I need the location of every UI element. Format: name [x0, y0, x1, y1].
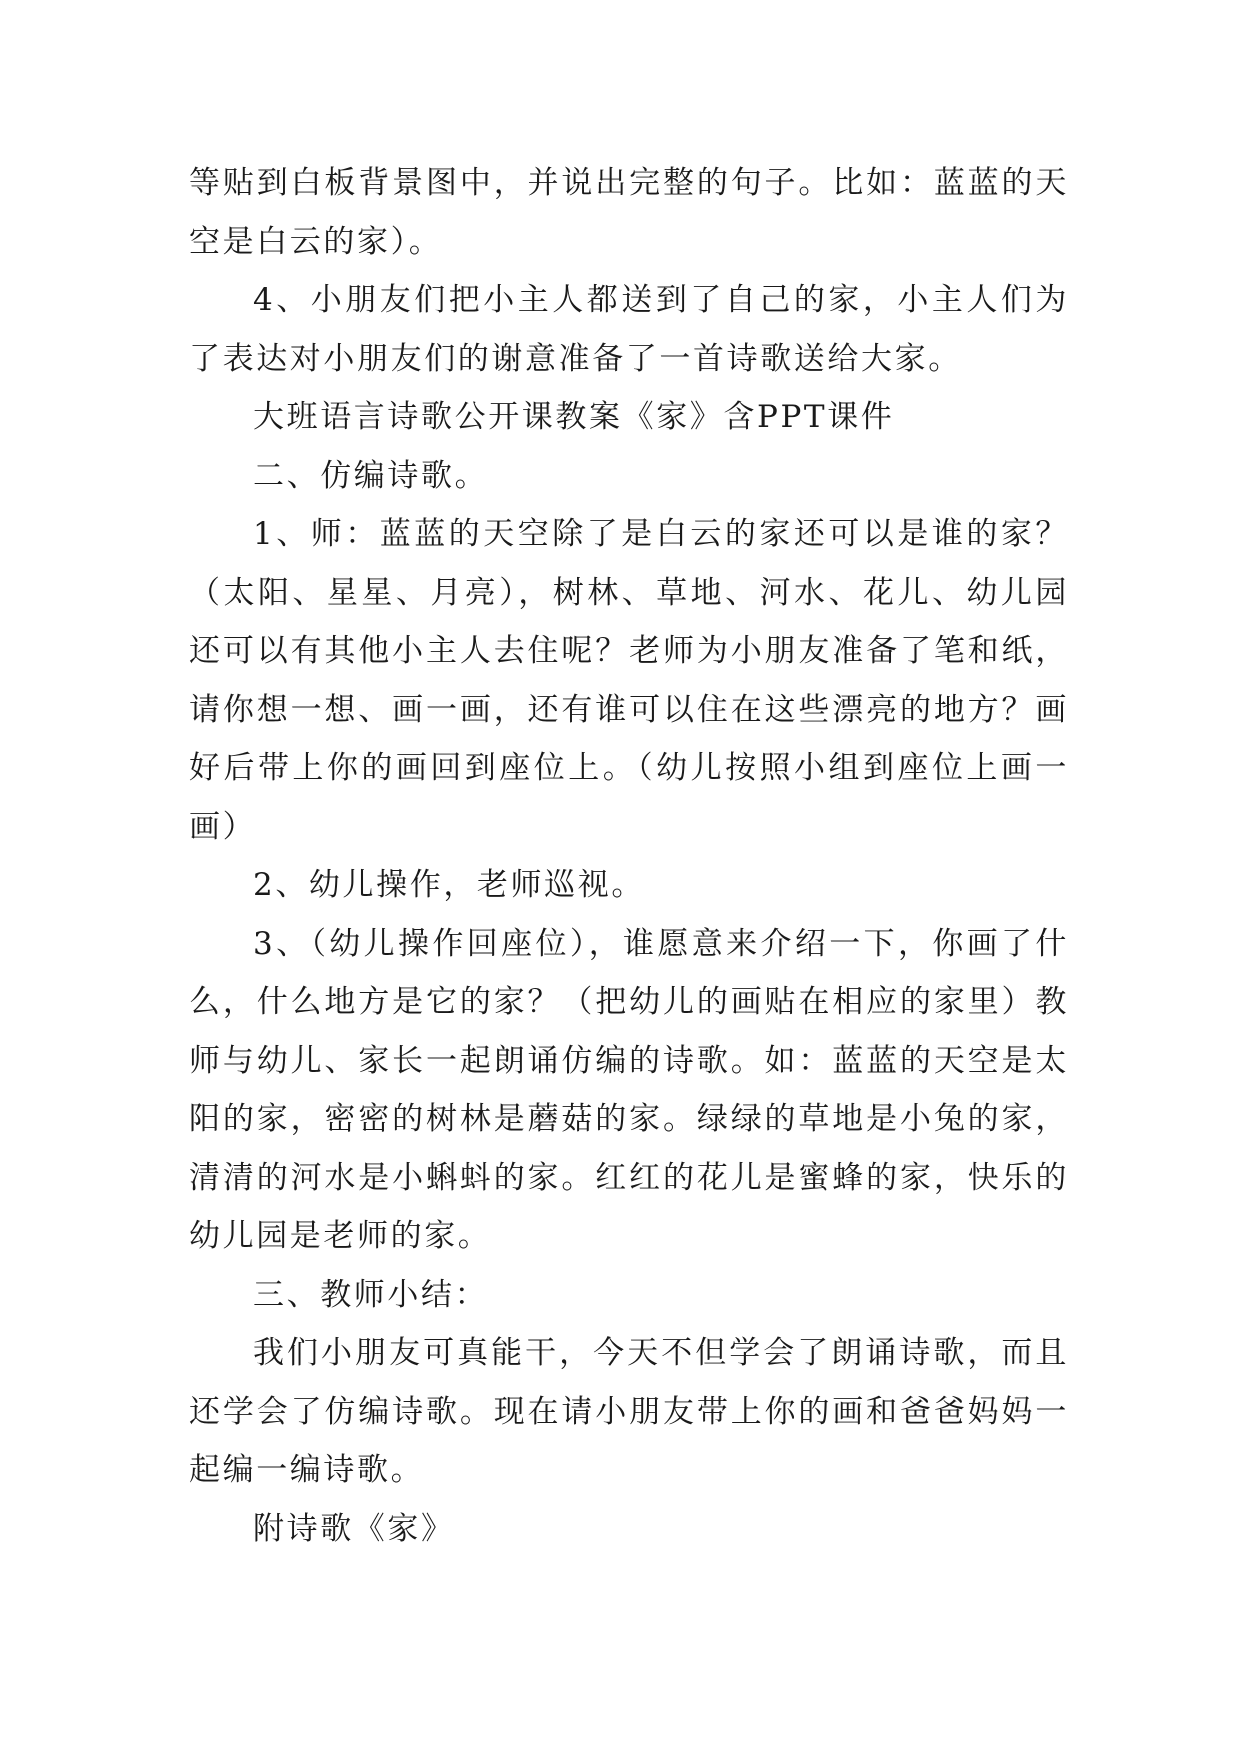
paragraph-step-1: 1、师：蓝蓝的天空除了是白云的家还可以是谁的家？（太阳、星星、月亮），树林、草地、河水、花儿、幼儿园还可以有其他小主人去住呢？老师为小朋友准备了笔和纸，请你想一想、画一画，还有谁可以住在这些漂亮的地方？画好后带上你的画回到座位上。（幼儿按照小组到座位上画一画） — [189, 516, 1069, 845]
paragraph-continuation: 等贴到白板背景图中，并说出完整的句子。比如：蓝蓝的天空是白云的家）。 — [189, 165, 1069, 260]
paragraph-summary: 我们小朋友可真能干，今天不但学会了朗诵诗歌，而且还学会了仿编诗歌。现在请小朋友带上你的画和爸爸妈妈一起编一编诗歌。 — [189, 1335, 1069, 1488]
paragraph-step-3: 3、（幼儿操作回座位），谁愿意来介绍一下，你画了什么，什么地方是它的家？（把幼儿的画贴在相应的家里）教师与幼儿、家长一起朗诵仿编的诗歌。如：蓝蓝的天空是太阳的家，密密的树林是蘑菇的家。绿绿的草地是小兔的家，清清的河水是小蝌蚪的家。红红的花儿是蜜蜂的家，快乐的幼儿园是老师的家。 — [189, 925, 1069, 1254]
document-body — [189, 154, 1069, 1558]
paragraph-step-2: 2、幼儿操作，老师巡视。 — [253, 867, 645, 903]
paragraph-lesson-title: 大班语言诗歌公开课教案《家》含PPT课件 — [253, 399, 895, 435]
paragraph-step-4: 4、小朋友们把小主人都送到了自己的家，小主人们为了表达对小朋友们的谢意准备了一首诗歌送给大家。 — [189, 282, 1069, 377]
section-heading-3: 三、教师小结： — [253, 1276, 489, 1313]
paragraph-appendix-title: 附诗歌《家》 — [253, 1510, 455, 1547]
section-heading-2: 二、仿编诗歌。 — [253, 457, 489, 494]
